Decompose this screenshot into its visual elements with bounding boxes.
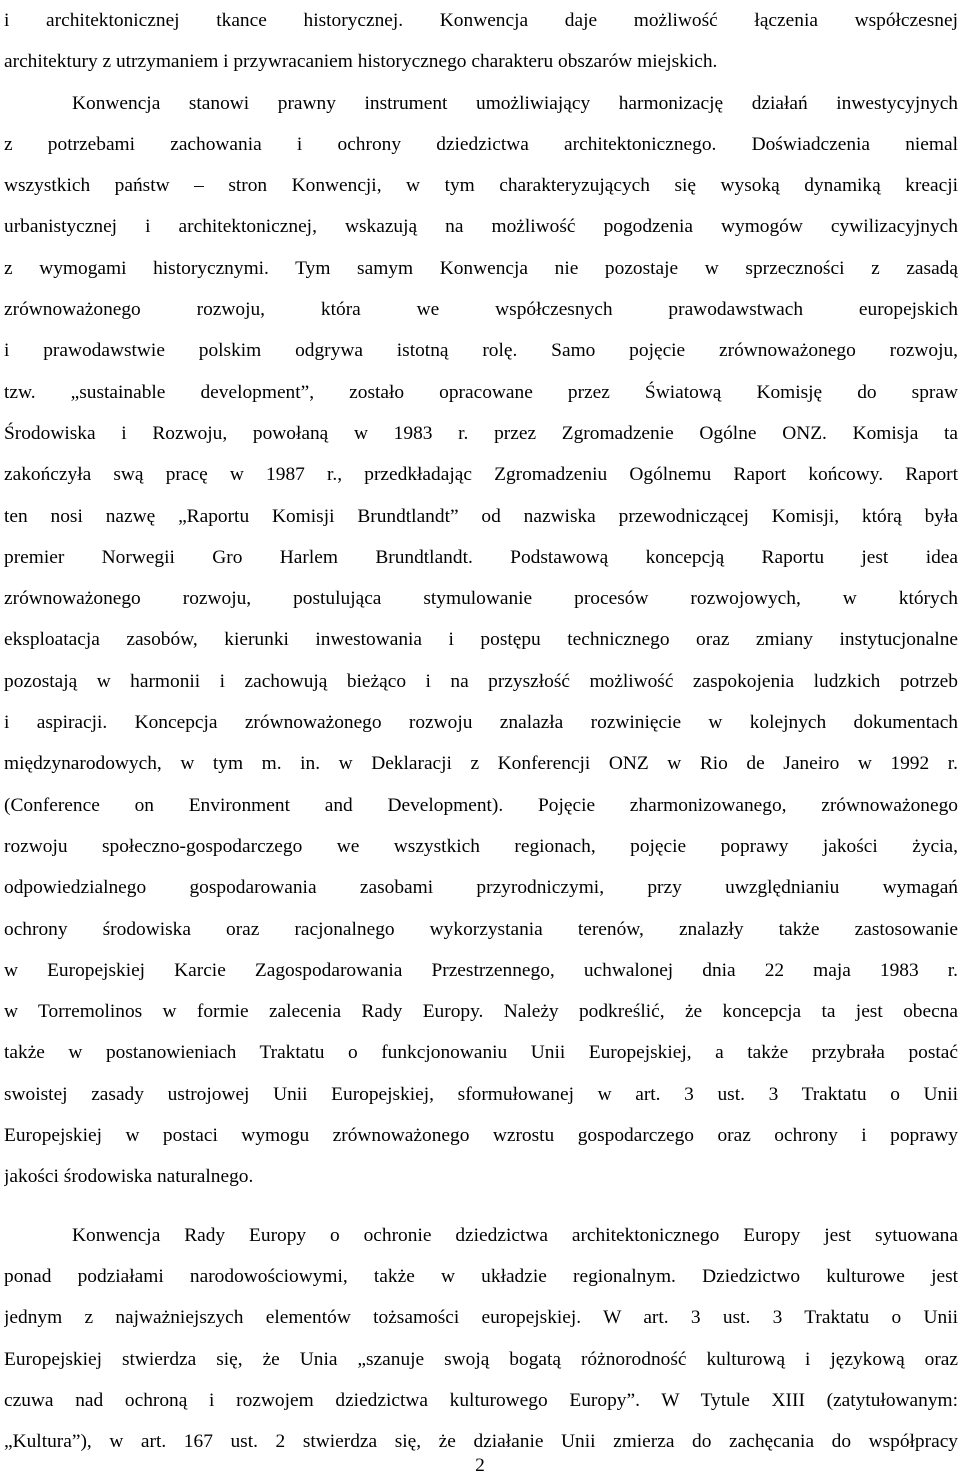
text-line: eksploatacja zasobów, kierunki inwestowania i postępu technicznego oraz zmiany instytucjonalne	[4, 629, 958, 651]
paragraph-3	[4, 1215, 958, 1463]
text-line: zrównoważonego rozwoju, która we współczesnych prawodawstwach europejskich	[4, 299, 958, 321]
text-line: architektury z utrzymaniem i przywracaniem historycznego charakteru obszarów miejskich.	[4, 51, 718, 73]
text-line: Konwencja stanowi prawny instrument umożliwiający harmonizację działań inwestycyjnych	[72, 92, 958, 114]
text-line: z potrzebami zachowania i ochrony dziedzictwa architektonicznego. Doświadczenia niemal	[4, 133, 958, 155]
text-line: Europejskiej stwierdza się, że Unia „szanuje swoją bogatą różnorodność kulturową i językową oraz	[4, 1348, 958, 1370]
text-line: rozwoju społeczno-gospodarczego we wszystkich regionach, pojęcie poprawy jakości życia,	[4, 835, 958, 857]
text-line: w Europejskiej Karcie Zagospodarowania Przestrzennego, uchwalonej dnia 22 maja 1983 r.	[4, 959, 958, 981]
text-line: ochrony środowiska oraz racjonalnego wykorzystania terenów, znalazły także zastosowanie	[4, 918, 958, 940]
text-line: czuwa nad ochroną i rozwojem dziedzictwa kulturowego Europy”. W Tytule XIII (zatytułowanym:	[4, 1389, 958, 1411]
text-line: i aspiracji. Koncepcja zrównoważonego rozwoju znalazła rozwinięcie w kolejnych dokumentach	[4, 712, 958, 734]
paragraph-2	[4, 83, 958, 1198]
text-line: swoistej zasady ustrojowej Unii Europejskiej, sformułowanej w art. 3 ust. 3 Traktatu o Unii	[4, 1083, 958, 1105]
document-page	[4, 0, 958, 1462]
text-line: i architektonicznej tkance historycznej. Konwencja daje możliwość łączenia współczesnej	[4, 10, 958, 31]
text-line: międzynarodowych, w tym m. in. w Deklaracji z Konferencji ONZ w Rio de Janeiro w 1992 r.	[4, 753, 958, 775]
text-line: odpowiedzialnego gospodarowania zasobami przyrodniczymi, przy uwzględnianiu wymagań	[4, 877, 958, 899]
text-line: tzw. „sustainable development”, zostało opracowane przez Światową Komisję do spraw	[4, 381, 958, 403]
paragraph-1	[4, 0, 958, 83]
text-line: Konwencja Rady Europy o ochronie dziedzictwa architektonicznego Europy jest sytuowana	[72, 1224, 958, 1246]
text-line: także w postanowieniach Traktatu o funkcjonowaniu Unii Europejskiej, a także przybrała postać	[4, 1042, 958, 1064]
text-line: z wymogami historycznymi. Tym samym Konwencja nie pozostaje w sprzeczności z zasadą	[4, 257, 958, 279]
text-line: zrównoważonego rozwoju, postulująca stymulowanie procesów rozwojowych, w których	[4, 588, 958, 610]
text-line: pozostają w harmonii i zachowują bieżąco i na przyszłość możliwość zaspokojenia ludzkich potrzeb	[4, 670, 958, 692]
text-line: „Kultura”), w art. 167 ust. 2 stwierdza się, że działanie Unii zmierza do zachęcania do współpracy	[4, 1431, 958, 1453]
text-line: zakończyła swą pracę w 1987 r., przedkładając Zgromadzeniu Ogólnemu Raport końcowy. Raport	[4, 464, 958, 486]
text-line: i prawodawstwie polskim odgrywa istotną rolę. Samo pojęcie zrównoważonego rozwoju,	[4, 340, 958, 362]
text-line: wszystkich państw – stron Konwencji, w tym charakteryzujących się wysoką dynamiką kreacji	[4, 175, 958, 197]
text-line: premier Norwegii Gro Harlem Brundtlandt. Podstawową koncepcją Raportu jest idea	[4, 546, 958, 568]
text-line: w Torremolinos w formie zalecenia Rady Europy. Należy podkreślić, że koncepcja ta jest obecna	[4, 1001, 958, 1023]
paragraph-spacer	[4, 1198, 958, 1215]
text-line: ten nosi nazwę „Raportu Komisji Brundtlandt” od nazwiska przewodniczącej Komisji, którą była	[4, 505, 958, 527]
page-number: 2	[475, 1455, 485, 1476]
text-line: Środowiska i Rozwoju, powołaną w 1983 r. przez Zgromadzenie Ogólne ONZ. Komisja ta	[4, 422, 958, 444]
text-line: urbanistycznej i architektonicznej, wskazują na możliwość pogodzenia wymogów cywilizacyjnych	[4, 216, 958, 238]
text-line: Europejskiej w postaci wymogu zrównoważonego wzrostu gospodarczego oraz ochrony i poprawy	[4, 1125, 958, 1147]
text-line: ponad podziałami narodowościowymi, także w układzie regionalnym. Dziedzictwo kulturowe jest	[4, 1265, 958, 1287]
text-line: (Conference on Environment and Development). Pojęcie zharmonizowanego, zrównoważonego	[4, 794, 958, 816]
text-line: jakości środowiska naturalnego.	[4, 1166, 254, 1188]
text-line: jednym z najważniejszych elementów tożsamości europejskiej. W art. 3 ust. 3 Traktatu o Unii	[4, 1307, 958, 1329]
